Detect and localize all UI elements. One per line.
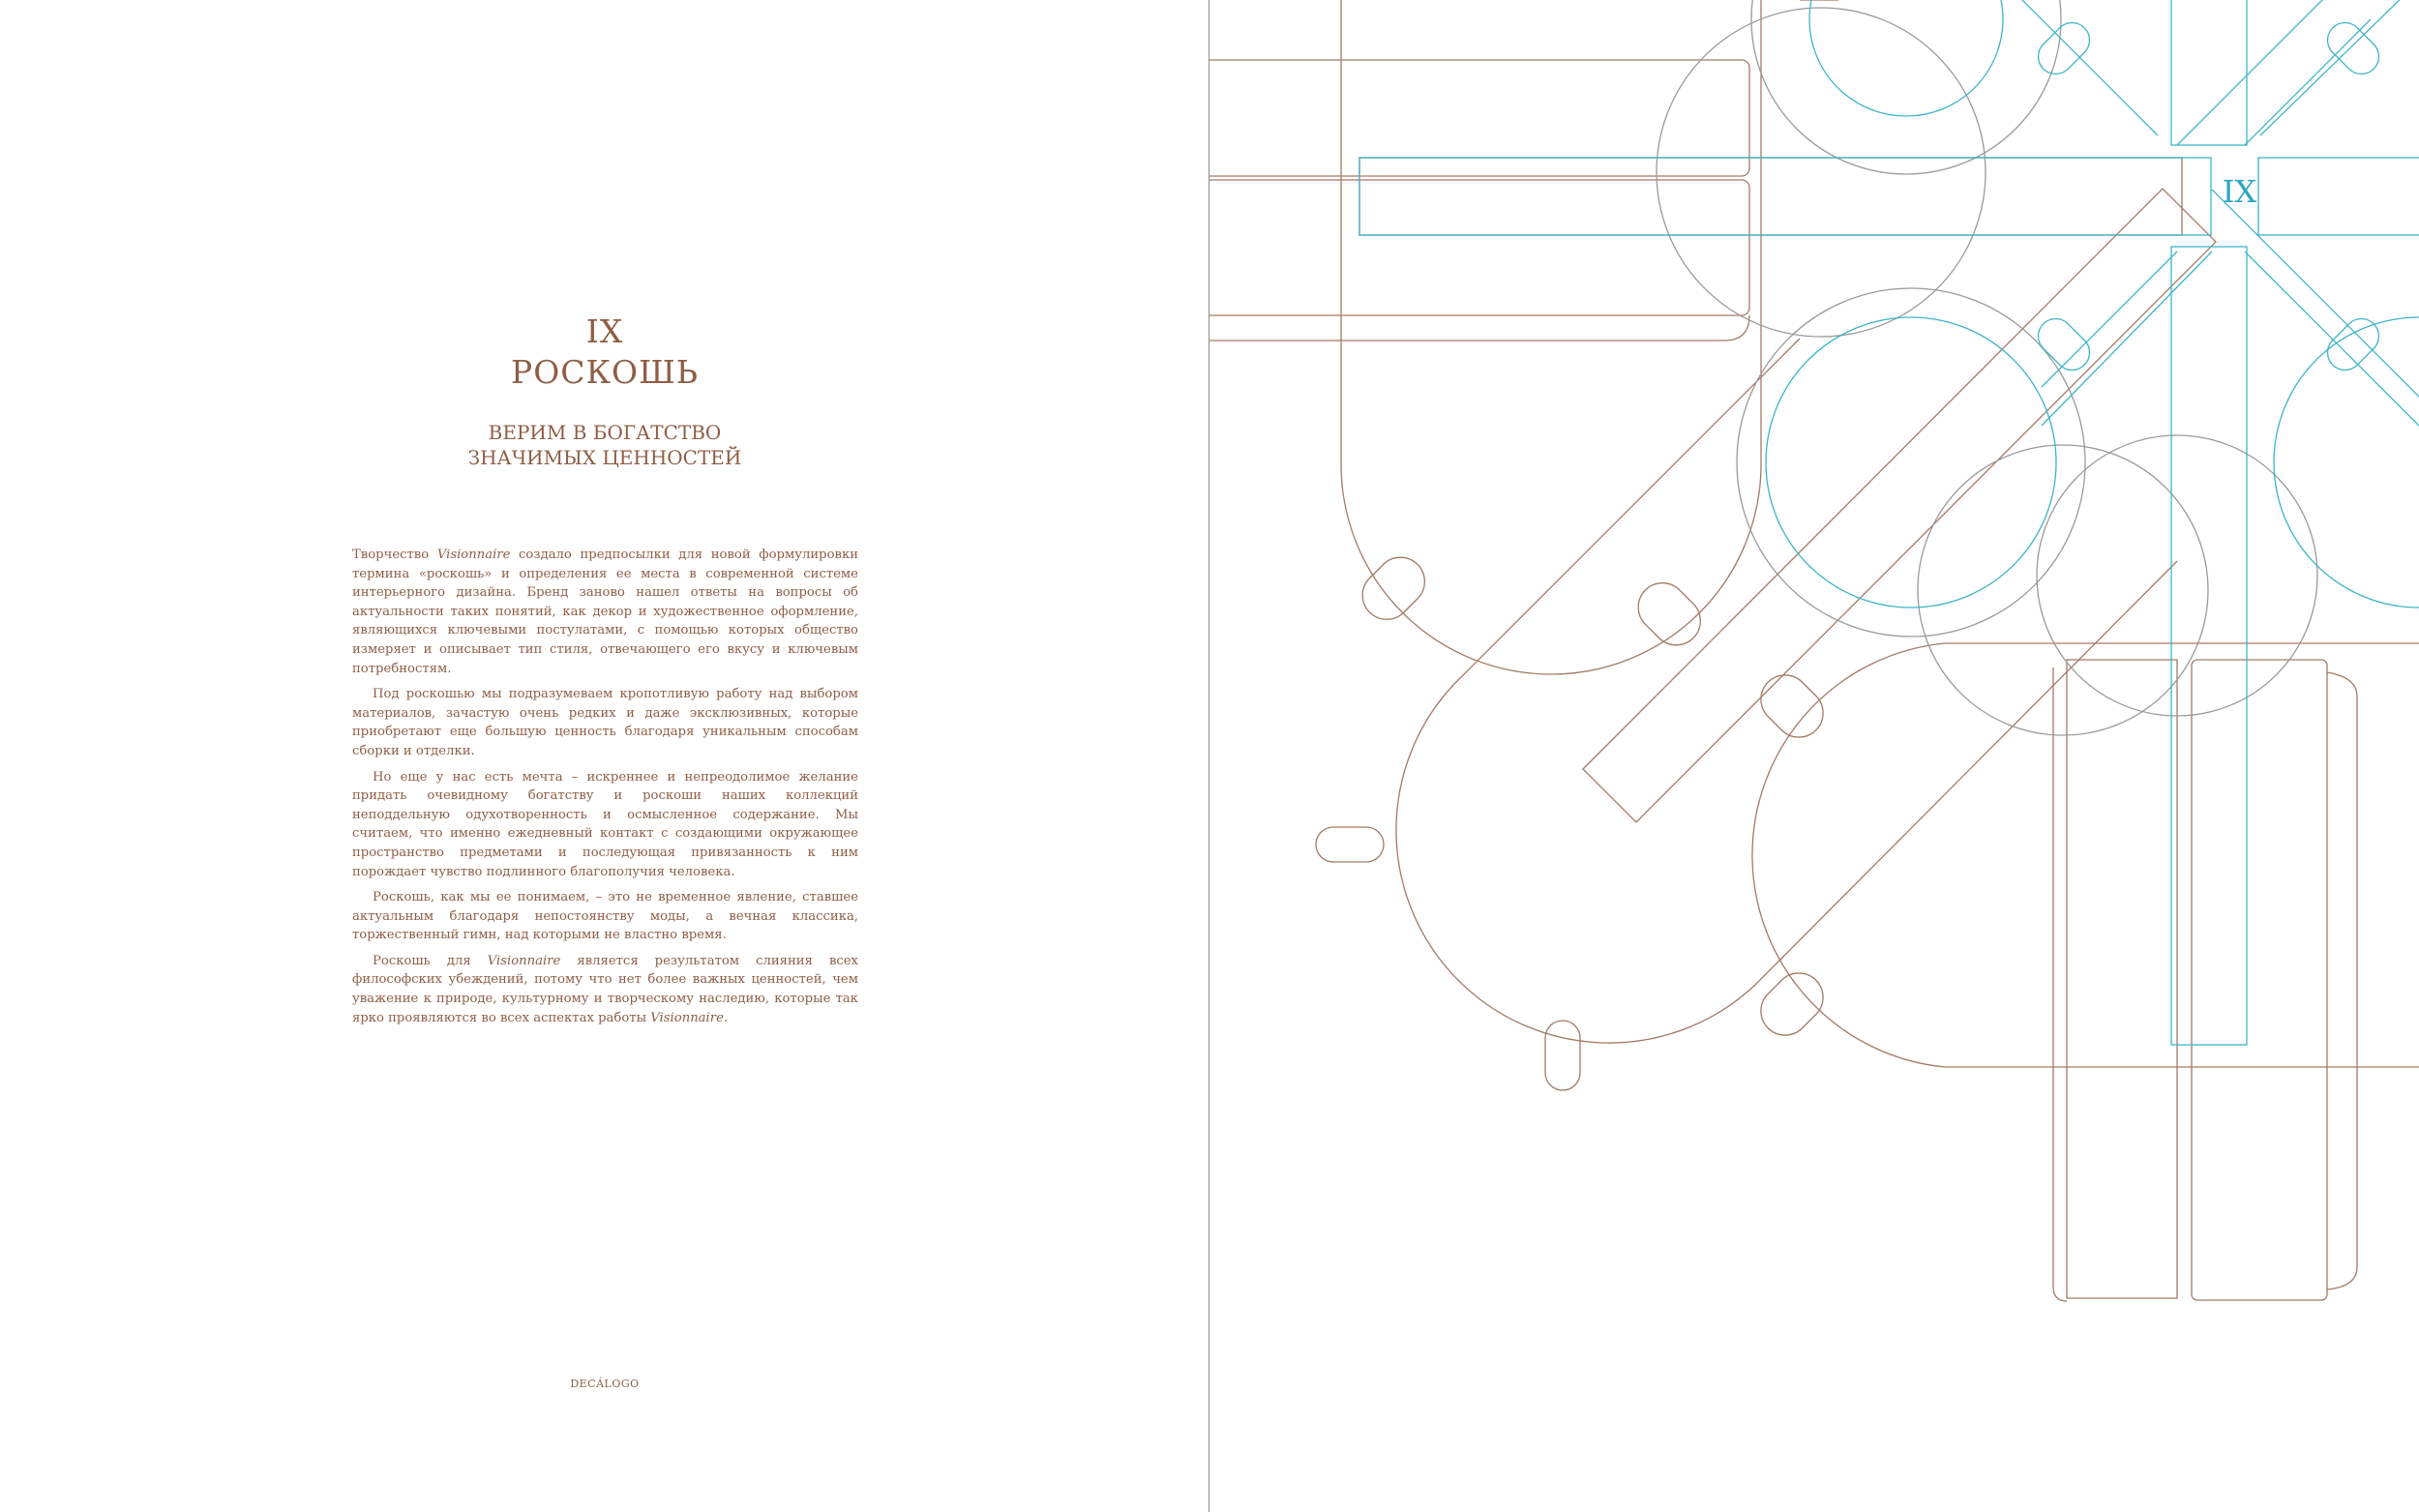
link-oval-5 bbox=[1751, 666, 1834, 748]
horizontal-bar-outline bbox=[1359, 158, 2182, 235]
cyan-horizontal-left bbox=[1359, 158, 2211, 235]
cushion-top-outline bbox=[1210, 60, 1749, 176]
cushion-bottom-outline bbox=[1210, 315, 1749, 341]
line-art-illustration bbox=[1210, 0, 2419, 1512]
link-oval-3 bbox=[1316, 827, 1384, 862]
circle-gray-4 bbox=[1918, 445, 2208, 735]
page-footer: DECÁLOGO bbox=[570, 1378, 640, 1390]
cyan-circle-top bbox=[1809, 0, 2003, 116]
paragraph-3: Но еще у нас есть мечта – искреннее и непреодолимое желание придать очевидному богатству и роскоши наших коллекций неподдельную одухотворенность и осмысленное содержание. Мы считаем, что именно ежедневный контакт с создающими окружающее пространство предметами и последующая привязанность к ним порождает чувство подлинного благополучия человека. bbox=[352, 769, 858, 879]
brand-name: Visionnaire bbox=[487, 953, 561, 968]
gray-circle-group bbox=[1657, 0, 2317, 735]
cyan-link-3 bbox=[2320, 15, 2386, 81]
cyan-circle-right bbox=[2274, 317, 2419, 608]
cushion-middle-outline bbox=[1210, 180, 1749, 315]
diagonal-loop-outline bbox=[1396, 339, 2177, 1043]
u-loop-outline bbox=[1341, 0, 1761, 674]
subtitle-line-2: ЗНАЧИМЫХ ЦЕННОСТЕЙ bbox=[467, 446, 742, 469]
subtitle-line-1: ВЕРИМ В БОГАТСТВО bbox=[488, 421, 722, 444]
cyan-knot-group bbox=[1359, 0, 2419, 1045]
right-loop-outline bbox=[1752, 643, 2419, 1067]
tall-panel-edge-outline bbox=[2053, 667, 2067, 1301]
brand-name: Visionnaire bbox=[436, 548, 511, 562]
chapter-subtitle bbox=[353, 420, 856, 470]
chapter-header bbox=[353, 311, 856, 470]
cyan-circle-left bbox=[1766, 317, 2056, 608]
cyan-vertical-top bbox=[2171, 0, 2247, 145]
paragraph-5-text-a: Роскошь для bbox=[373, 953, 488, 968]
cyan-horizontal-right bbox=[2258, 158, 2419, 235]
paragraph-1-text-b: создало предпосылки для новой формулировки термина «роскошь» и определения ее места в современной системе интерьерного дизайна. Бренд заново нашел ответы на вопросы об актуальности таких понятий, как декор и художественное оформление, являющихся ключевыми постулатами, с помощью которых общество измеряет и описывает тип стиля, отвечающего его вкусу и ключевым потребностям. bbox=[352, 548, 858, 676]
paragraph-5-text-b: является результатом слияния всех философских убеждений, потому что нет более важных ценностей, чем уважение к природе, культурному и творческому наследию, которые так ярко проявляются во всех аспектах работы bbox=[352, 953, 858, 1025]
body-text bbox=[352, 546, 858, 1034]
link-oval-4 bbox=[1545, 1021, 1580, 1090]
paragraph-1 bbox=[352, 546, 858, 678]
right-page bbox=[1210, 0, 2419, 1512]
tall-panel-right-outline bbox=[2192, 660, 2327, 1300]
cyan-vertical-bottom bbox=[2171, 247, 2247, 1045]
circle-gray-5 bbox=[1751, 0, 2061, 174]
link-oval-1 bbox=[1353, 548, 1435, 630]
cyan-link-1 bbox=[2031, 15, 2097, 81]
cyan-link-4 bbox=[2320, 311, 2386, 377]
cyan-link-2 bbox=[2031, 311, 2097, 377]
tall-panel-left-outline bbox=[2067, 660, 2177, 1298]
circle-gray-1 bbox=[1657, 8, 1986, 337]
paragraph-4: Роскошь, как мы ее понимаем, – это не временное явление, ставшее актуальным благодаря непостоянству моды, а вечная классика, торжественный гимн, над которыми не властно время. bbox=[352, 890, 858, 943]
paragraph-2: Под роскошью мы подразумеваем кропотливую работу над выбором материалов, зачастую очень редких и даже эксклюзивных, которые приобретают еще большую ценность благодаря уникальным способам сборки и отделки. bbox=[352, 687, 858, 758]
link-oval-6 bbox=[1751, 964, 1834, 1046]
tall-panel-right-edge-outline bbox=[2327, 672, 2357, 1290]
paragraph-1-text-a: Творчество bbox=[352, 548, 437, 562]
brand-name: Visionnaire bbox=[650, 1010, 724, 1025]
illustration-numeral: IX bbox=[2222, 173, 2257, 210]
cyan-diagonals-2 bbox=[2042, 0, 2419, 426]
chapter-title: РОСКОШЬ bbox=[511, 353, 699, 391]
paragraph-5 bbox=[352, 952, 858, 1027]
chapter-numeral: IX bbox=[585, 312, 624, 350]
diagonal-bar-outline bbox=[1583, 189, 2216, 822]
circle-gray-2 bbox=[1737, 288, 2085, 637]
paragraph-5-text-c: . bbox=[723, 1010, 729, 1025]
